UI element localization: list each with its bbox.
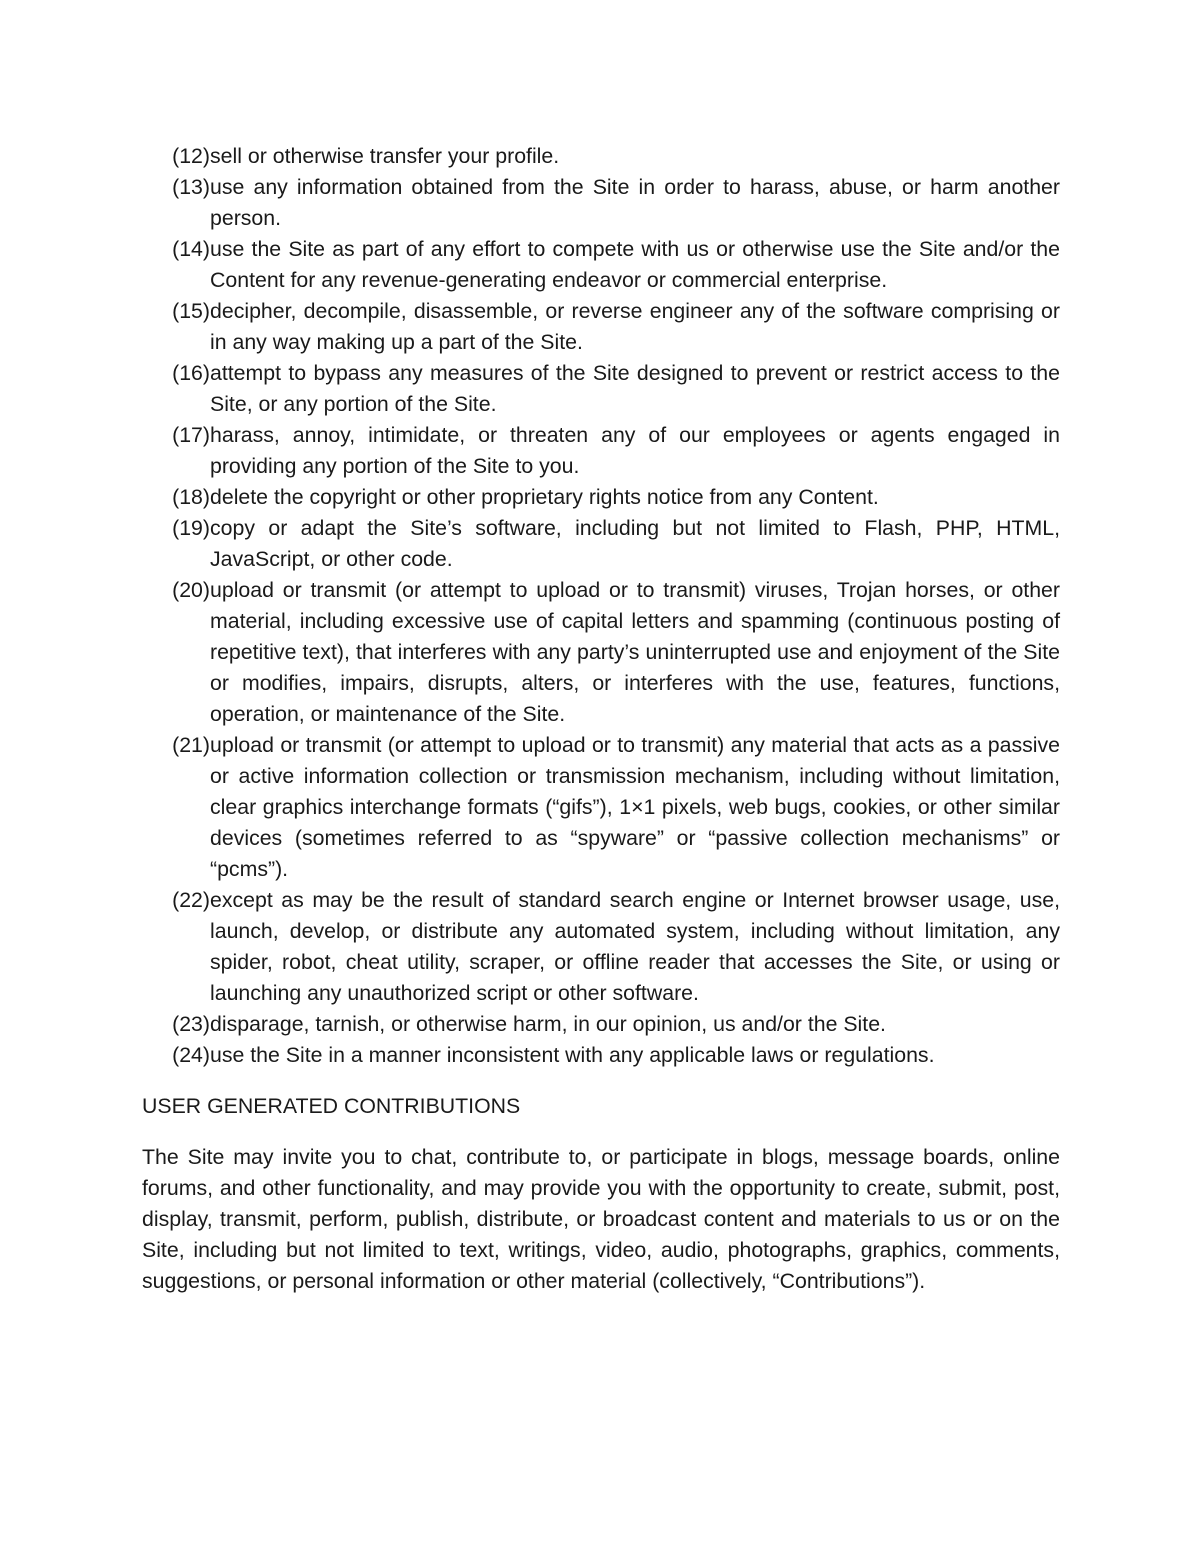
list-number: (21) [172,733,210,757]
list-item [172,141,1060,172]
list-text: copy or adapt the Site’s software, including but not limited to Flash, PHP, HTML, JavaScript, or other code. [210,516,1060,571]
list-text: disparage, tarnish, or otherwise harm, in our opinion, us and/or the Site. [210,1012,886,1036]
list-number: (20) [172,578,210,602]
list-text: use any information obtained from the Site in order to harass, abuse, or harm another person. [210,175,1060,230]
list-number: (23) [172,1012,210,1036]
list-text: decipher, decompile, disassemble, or reverse engineer any of the software comprising or in any way making up a part of the Site. [210,299,1060,354]
list-item [172,575,1060,730]
list-text: delete the copyright or other proprietary rights notice from any Content. [210,485,879,509]
list-number: (15) [172,299,210,323]
list-number: (12) [172,144,210,168]
list-number: (22) [172,888,210,912]
list-text: use the Site as part of any effort to compete with us or otherwise use the Site and/or the Content for any revenue-generating endeavor or commercial enterprise. [210,237,1060,292]
list-text: upload or transmit (or attempt to upload or to transmit) any material that acts as a passive or active information collection or transmission mechanism, including without limitation, clear graphics interchange formats (“gifs”), 1×1 pixels, web bugs, cookies, or other similar devices (sometimes referred to as “spyware” or “passive collection mechanisms” or “pcms”). [210,733,1060,881]
list-item [172,296,1060,358]
list-number: (16) [172,361,210,385]
list-text: except as may be the result of standard search engine or Internet browser usage, use, launch, develop, or distribute any automated system, including without limitation, any spider, robot, cheat utility, scraper, or offline reader that accesses the Site, or using or launching any unauthorized script or other software. [210,888,1060,1005]
list-text: harass, annoy, intimidate, or threaten any of our employees or agents engaged in providing any portion of the Site to you. [210,423,1060,478]
list-item [172,1040,1060,1071]
list-item [172,730,1060,885]
list-text: attempt to bypass any measures of the Site designed to prevent or restrict access to the Site, or any portion of the Site. [210,361,1060,416]
list-number: (19) [172,516,210,540]
list-item [172,482,1060,513]
list-item [172,885,1060,1009]
section-heading: USER GENERATED CONTRIBUTIONS [142,1094,521,1118]
list-number: (24) [172,1043,210,1067]
prohibited-activities-list [142,141,1060,1071]
list-item [172,420,1060,482]
list-number: (13) [172,175,210,199]
list-text: sell or otherwise transfer your profile. [210,144,560,168]
list-text: use the Site in a manner inconsistent with any applicable laws or regulations. [210,1043,935,1067]
list-item [172,234,1060,296]
list-item [172,1009,1060,1040]
section-paragraph: The Site may invite you to chat, contribute to, or participate in blogs, message boards, online forums, and other functionality, and may provide you with the opportunity to create, submit, post, display, transmit, perform, publish, distribute, or broadcast content and materials to us or on the Site, including but not limited to text, writings, video, audio, photographs, graphics, comments, suggestions, or personal information or other material (collectively, “Contributions”). [142,1145,1060,1293]
list-item [172,513,1060,575]
list-number: (17) [172,423,210,447]
document-page [142,141,1060,1297]
list-number: (14) [172,237,210,261]
list-number: (18) [172,485,210,509]
list-item [172,172,1060,234]
list-text: upload or transmit (or attempt to upload or to transmit) viruses, Trojan horses, or other material, including excessive use of capital letters and spamming (continuous posting of repetitive text), that interferes with any party’s uninterrupted use and enjoyment of the Site or modifies, impairs, disrupts, alters, or interferes with the use, features, functions, operation, or maintenance of the Site. [210,578,1060,726]
list-item [172,358,1060,420]
